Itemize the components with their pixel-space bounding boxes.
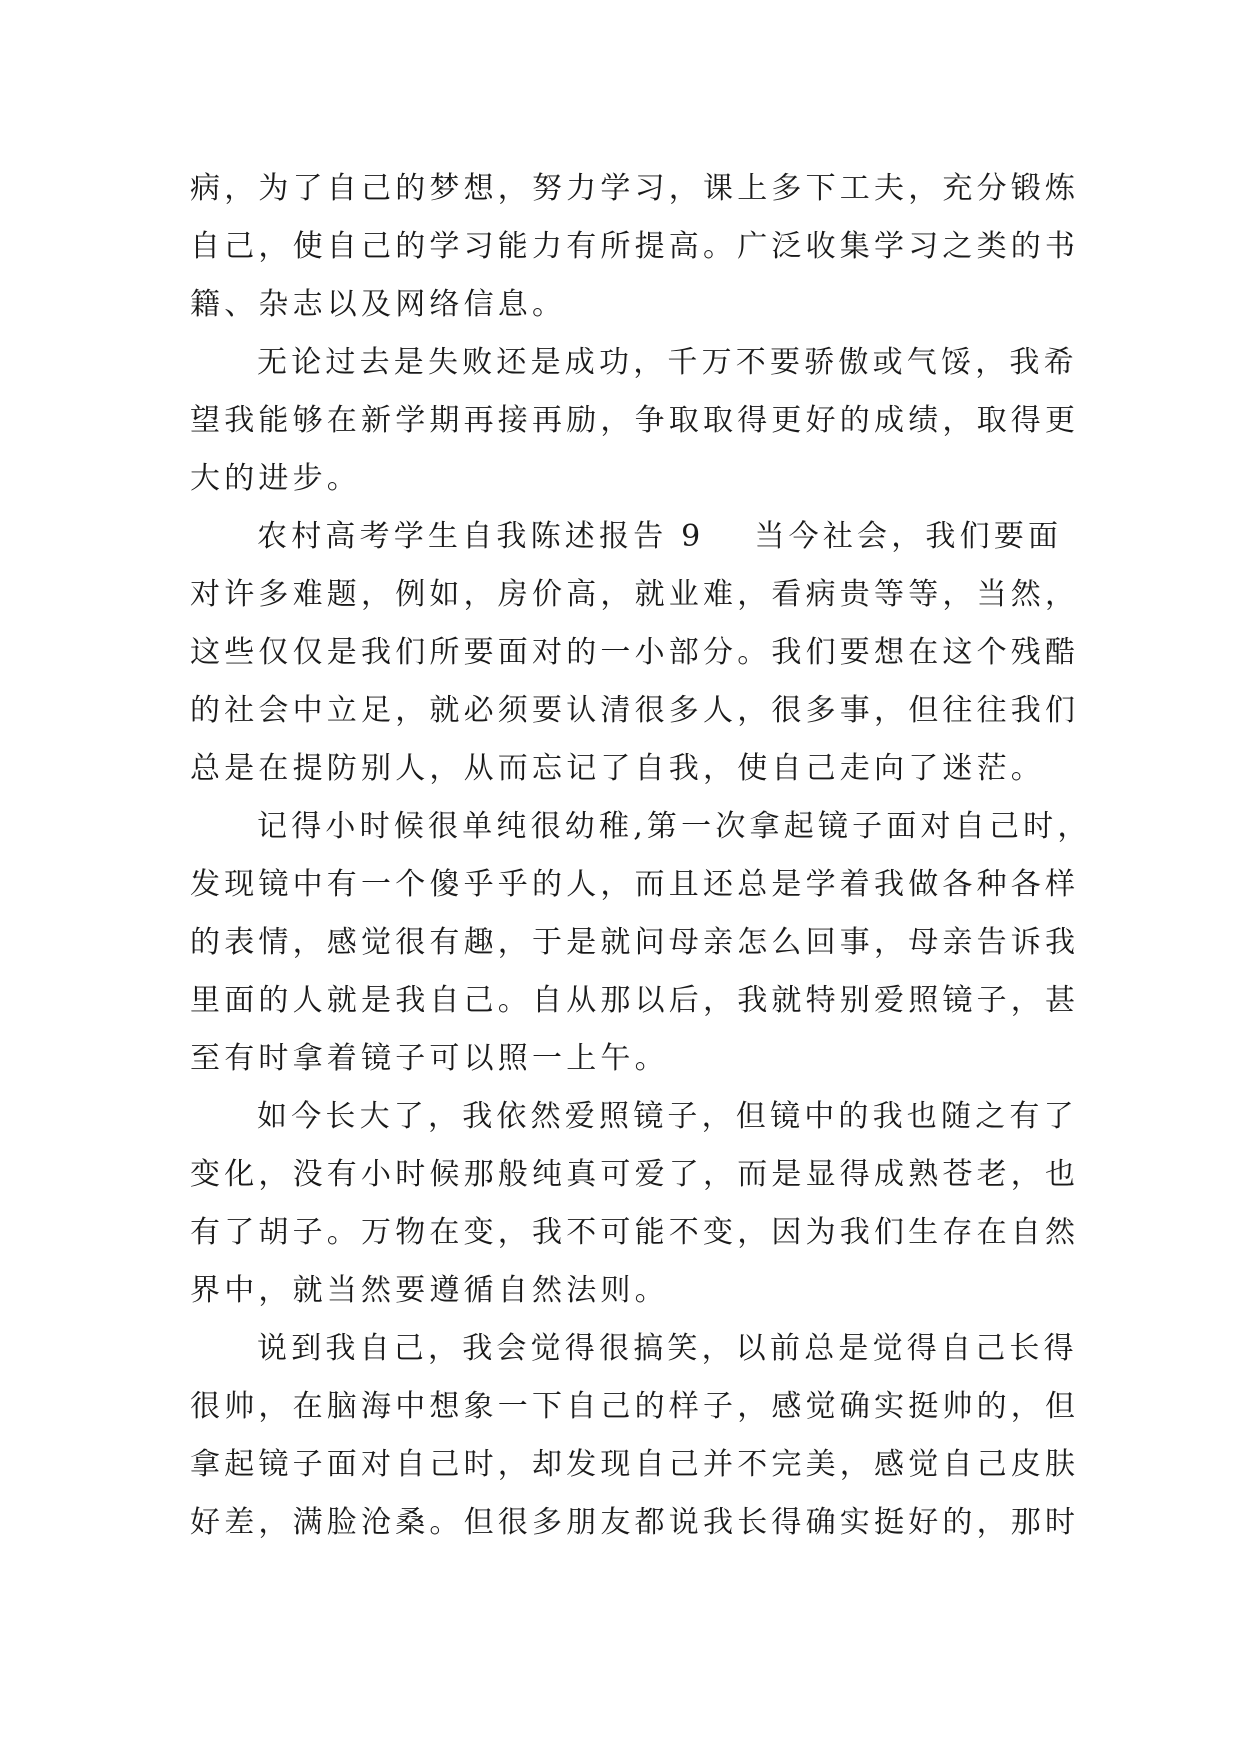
text-line: 籍、杂志以及网络信息。 bbox=[190, 287, 567, 322]
paragraph-first-line: 说到我自己，我会觉得很搞笑，以前总是觉得自己长得 bbox=[257, 1331, 1078, 1366]
text-line: 有了胡子。万物在变，我不可能不变，因为我们生存在自然 bbox=[190, 1215, 1080, 1250]
text-line: 病，为了自己的梦想，努力学习，课上多下工夫，充分锻炼 bbox=[190, 171, 1080, 206]
section-opening-text: 当今社会，我们要面 bbox=[754, 519, 1063, 554]
text-line: 的表情，感觉很有趣，于是就问母亲怎么回事，母亲告诉我 bbox=[190, 925, 1080, 960]
text-line: 好差，满脸沧桑。但很多朋友都说我长得确实挺好的，那时 bbox=[190, 1505, 1080, 1540]
text-line: 拿起镜子面对自己时，却发现自己并不完美，感觉自己皮肤 bbox=[190, 1447, 1080, 1482]
text-line: 变化，没有小时候那般纯真可爱了，而是显得成熟苍老，也 bbox=[190, 1157, 1080, 1192]
text-line: 很帅，在脑海中想象一下自己的样子，感觉确实挺帅的，但 bbox=[190, 1389, 1080, 1424]
text-line: 总是在提防别人，从而忘记了自我，使自己走向了迷茫。 bbox=[190, 751, 1045, 786]
text-line: 这些仅仅是我们所要面对的一小部分。我们要想在这个残酷 bbox=[190, 635, 1080, 670]
text-line: 界中，就当然要遵循自然法则。 bbox=[190, 1273, 669, 1308]
document-body bbox=[190, 160, 1092, 1552]
paragraph-first-line: 如今长大了，我依然爱照镜子，但镜中的我也随之有了 bbox=[257, 1099, 1078, 1134]
paragraph-first-line: 无论过去是失败还是成功，千万不要骄傲或气馁，我希 bbox=[257, 345, 1078, 380]
text-line: 的社会中立足，就必须要认清很多人，很多事，但往往我们 bbox=[190, 693, 1080, 728]
text-line: 望我能够在新学期再接再励，争取取得更好的成绩，取得更 bbox=[190, 403, 1080, 438]
text-line: 大的进步。 bbox=[190, 461, 361, 496]
text-line: 对许多难题，例如，房价高，就业难，看病贵等等，当然， bbox=[190, 577, 1080, 612]
text-line: 里面的人就是我自己。自从那以后，我就特别爱照镜子，甚 bbox=[190, 983, 1080, 1018]
text-line: 发现镜中有一个傻乎乎的人，而且还总是学着我做各种各样 bbox=[190, 867, 1080, 902]
section-heading-line bbox=[190, 508, 1070, 566]
text-line: 自己，使自己的学习能力有所提高。广泛收集学习之类的书 bbox=[190, 229, 1080, 264]
section-heading: 农村高考学生自我陈述报告 9 bbox=[257, 519, 705, 554]
paragraph-first-line: 记得小时候很单纯很幼稚,第一次拿起镜子面对自己时， bbox=[257, 809, 1092, 844]
text-line: 至有时拿着镜子可以照一上午。 bbox=[190, 1041, 669, 1076]
